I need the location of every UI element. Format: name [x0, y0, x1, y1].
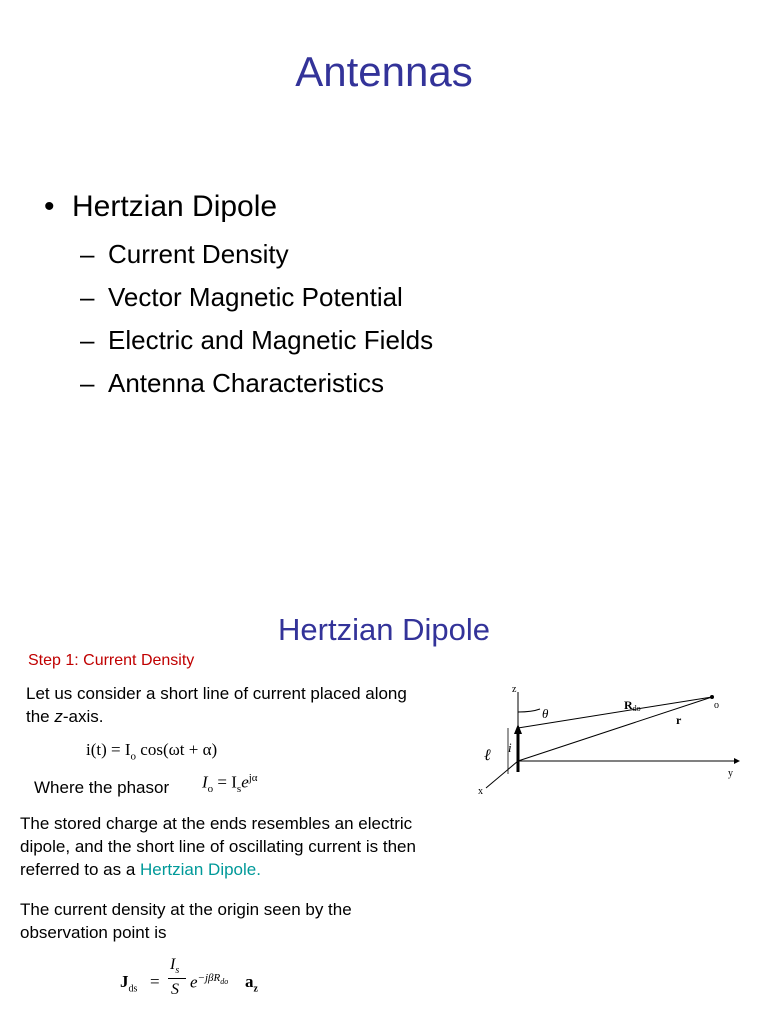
- dipole-diagram: [470, 682, 760, 806]
- current-arrow-icon: [514, 724, 522, 734]
- density-paragraph: The current density at the origin seen by the observation point is: [20, 900, 352, 942]
- observation-point-icon: [710, 695, 714, 699]
- dash-icon: –: [80, 325, 95, 355]
- svg-text:x: x: [478, 786, 483, 797]
- bullet-dot-icon: •: [44, 190, 55, 223]
- subitem-vector-potential: – Vector Magnetic Potential: [80, 282, 403, 312]
- y-axis-arrow-icon: [734, 758, 740, 764]
- hertzian-dipole-highlight: Hertzian Dipole.: [140, 860, 261, 879]
- svg-text:i: i: [508, 740, 512, 755]
- dash-icon: –: [80, 282, 95, 312]
- svg-text:θ: θ: [542, 706, 549, 721]
- intro-paragraph: Let us consider a short line of current placed along the z-axis.: [26, 684, 407, 726]
- svg-text:r: r: [676, 713, 682, 727]
- svg-text:y: y: [728, 768, 733, 779]
- slide-title: Hertzian Dipole: [278, 612, 490, 647]
- svg-text:o: o: [714, 700, 719, 711]
- subitem-antenna-characteristics: – Antenna Characteristics: [80, 368, 385, 398]
- phasor-equation: $I_o = I_se^{j\alpha}$: [202, 772, 258, 796]
- current-equation: $i(t) = I_o$ cos(ωt + α): [86, 740, 218, 763]
- slide-hertzian-dipole: [0, 576, 768, 1024]
- subitem-current-density: – Current Density: [80, 239, 289, 269]
- fraction-bar: [168, 978, 186, 979]
- dipole-paragraph: The stored charge at the ends resembles an electric dipole, and the short line of oscillating current is then referred to as a Hertzian Dipole.: [20, 814, 416, 879]
- dash-icon: –: [80, 368, 95, 398]
- svg-text:z: z: [512, 684, 517, 695]
- theta-arc: [518, 709, 540, 712]
- svg-text:ℓ: ℓ: [484, 747, 491, 764]
- phasor-label: Where the phasor: [34, 778, 170, 797]
- subitem-fields: – Electric and Magnetic Fields: [80, 325, 434, 355]
- x-axis: [486, 761, 518, 788]
- slide-title: Antennas: [295, 48, 473, 95]
- bullet-hertzian-dipole: • Hertzian Dipole: [44, 190, 278, 223]
- density-equation: $J_{ds}$ = $I_s$ S $e^{-j\beta R_{do}}$ $a_z$: [120, 956, 258, 998]
- step-heading: Step 1: Current Density: [28, 652, 195, 669]
- dash-icon: –: [80, 239, 95, 269]
- svg-text:Rdo: Rdo: [624, 698, 641, 713]
